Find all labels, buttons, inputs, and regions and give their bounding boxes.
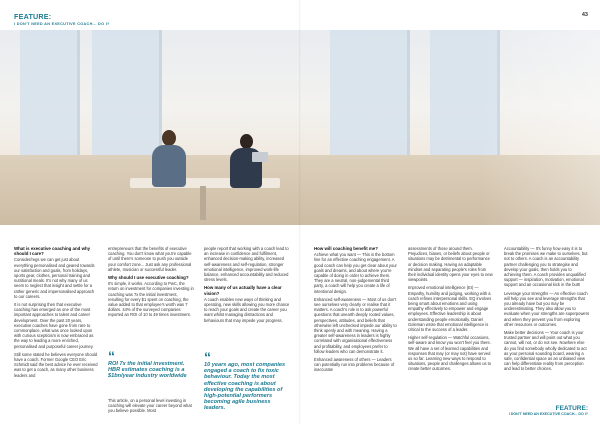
paragraph: people report that working with a coach lead to an increase in confidence and fulfilment, enhanced decision-making ability, increased self-awareness and self-regulation, stronger emotional intelligence, improved work-life balance, enhanced accountability and reduced stress levels.	[204, 246, 289, 283]
left-column-3	[204, 246, 290, 326]
paragraph: Leverage your strengths — An effective coach will help you see and leverage strengths that you already have but you may be underestimating. They also allow you to evaluate when your strengths are superpowers and when they prevent you from exploring other resources or outcomes.	[504, 290, 590, 327]
paragraph: Consider/regs we can get just about everything personalised and geared towards our satisfaction and goals, from holidays, sports gear, clothes, personal training and nutritional meals. It's not why many of us seem to neglect that insight and settle for a rather generic and impersonalised approach to our careers.	[14, 257, 95, 299]
footer-kicker: FEATURE:	[555, 405, 588, 412]
right-column-2	[408, 246, 494, 375]
paragraph: Accountability — It's funny how easy it is to break the promises we make to ourselves, but not to others. A coach is an accountability partner challenging you to strategise and develop your goals, then holds you to achieving them. A coach provides unqualified support — inspiration, motivation, emotional support and an occasional kick in the butt!	[504, 246, 588, 288]
left-column-2-continued	[108, 398, 194, 417]
person-left-figure	[150, 130, 190, 200]
paragraph: It is not surprising then that executive coaching has emerged as one of the most important approaches to talent and career development. Over the past 20 years, executive coaches have gone from rare to commonplace, what was once looked upon with curious scepticism is now embraced as the way to leading a more enriched, personalised and purposeful career journey.	[14, 302, 94, 349]
paragraph: Achieve what you want — This is the bottom line for an effective coaching engagement. A good coach can help you get clear about your goals and dreams, and about where you're capable of doing in order to achieve them. They are a neutral, non-judgemental third party, a coach will help you create a life of intentional design.	[314, 252, 397, 294]
section-heading: How many of us actually have a clear vision?	[204, 285, 282, 296]
paragraph: entrepreneurs that the benefits of executive coaching. You don't know what you're capable of until there's someone to push you outside your comfort zone... Just ask any professional athlete, musician or successful leader.	[108, 246, 192, 272]
quote-mark-icon: “	[204, 349, 211, 365]
pull-quote-text: 10 years ago, most companies engaged a coach to fix toxic behaviour. Today the most effective coaching is about developing the capabilities of high-potential performers becoming agile business leaders.	[204, 362, 286, 412]
paragraph: A coach enables new ways of thinking and operating, new skills allowing you more chance to reach your goals and create the career you want whilst managing distractions and behaviours that may impede your progress.	[204, 296, 290, 323]
paragraph: Higher self-regulation — Watchful occasions, self-aware and know you won't feel you there. We all have a set of learned capabilities and responses that may (or may not) have served us so far. Learning new ways to respond to situations, people and challenges allows us to create better outcomes.	[408, 335, 492, 372]
person-right-figure	[226, 134, 266, 204]
pull-quote-text: ROI 7x the initial investment. HBR estimates coaching is a $1bn/year industry worldwide	[108, 361, 187, 380]
paragraph: This article, on a personal level investing in coaching will elevate your career beyond what you believe possible. Most	[108, 398, 192, 414]
paragraph: Enhanced awareness of others — Leaders can potentially run into problems because of inaccurate	[314, 357, 395, 373]
section-heading: How will coaching benefit me?	[314, 246, 378, 251]
section-heading: What is executive coaching and why should I care?	[14, 246, 91, 257]
right-column-3	[504, 246, 590, 375]
page-footer	[509, 405, 588, 416]
section-heading: Why should I use executive coaching?	[108, 275, 189, 281]
left-column-2	[108, 246, 194, 321]
header-subtitle: I DON'T NEED AN EXECUTIVE COACH... DO I?	[14, 22, 110, 26]
laptop-figure	[252, 152, 268, 166]
page-header	[14, 12, 110, 26]
right-column-1	[314, 246, 398, 376]
footer-subtitle: I DON'T NEED AN EXECUTIVE COACH... DO I?	[508, 412, 588, 416]
header-kicker: FEATURE:	[14, 12, 52, 21]
left-column-1	[14, 246, 98, 381]
paragraph: assessments of those around them. Prejudices, biases, or beliefs about people or situations may be detrimental to performance or decision making. Having an adaptable mindset and separating people's roles from their individual identity opens your eyes to new viewpoints.	[408, 246, 493, 283]
paragraph: It's simple, it works. According to PwC, the return on investment for companies investing in coaching was 7x the initial investment, resulting for every $1 spent on coaching, the value added to that employee's worth was 7 dollars. 44% of the surveyed companies reported an ROI of 10 to 49 times investment.	[108, 281, 194, 318]
paragraph: Still some stated he believes everyone should have a coach. Former Google CEO Eric Schmidt said the best advice he ever received was to get a coach, as many other business leaders and	[14, 351, 98, 378]
paragraph: Improved emotional intelligence (EI) — Empathy, humility and judging, working with a coach refines interpersonal skills. EQ involves being smart about emotions and using empathy effectively to empower and engage employees. Effective leadership is about understanding people emotionally. Daniel Goleman wrote that emotional intelligence is critical to the success of a leader.	[408, 285, 492, 333]
page-number: 43	[581, 12, 588, 18]
quote-mark-icon: “	[108, 348, 115, 364]
pull-quote-2	[204, 349, 290, 412]
page-gutter	[299, 0, 301, 424]
pull-quote-1	[108, 348, 194, 380]
paragraph: Make better decisions — Your coach is your trusted partner and will point out what you cannot, will not, or do not see. Nowhere else do you find somebody wholly dedicated to act as your personal sounding board, wearing a safe, confidential space as an unbiased view can help differentiate reality from perception and lead to better choices.	[504, 330, 587, 372]
paragraph: Enhanced self-awareness — Most of us don't see ourselves very clearly or realise that it matters. A coach's role is to ask powerful questions that unearth deeply rooted values, perspectives, attitudes, and beliefs that otherwise left unchecked impede our ability to think openly and with meaning. Having a greater self-awareness in leaders is highly correlated with organisational effectiveness and profitability, and employees prefer to follow leaders who can demonstrate it.	[314, 296, 397, 354]
